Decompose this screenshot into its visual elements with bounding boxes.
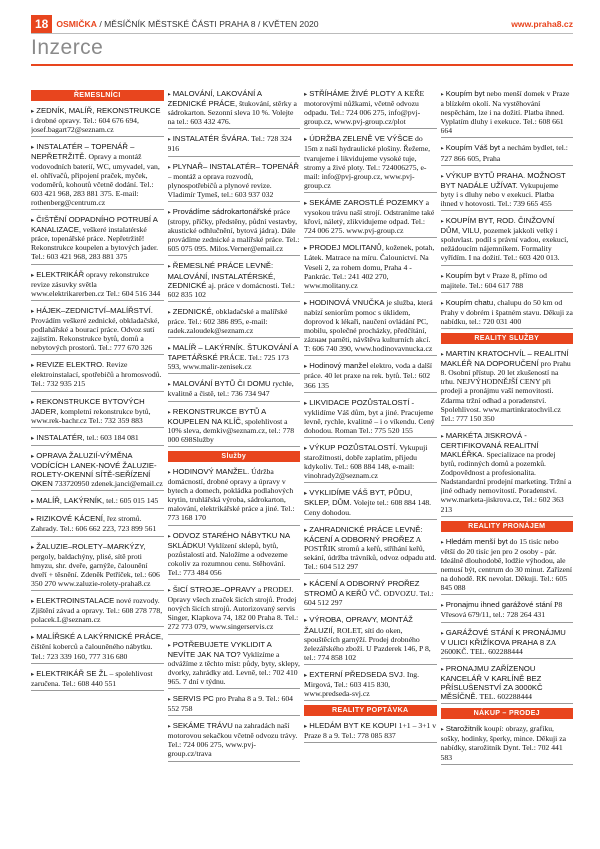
bullet-arrow-icon: ▸ (440, 432, 444, 440)
bullet-arrow-icon: ▸ (304, 445, 308, 452)
ad-body: Provádím veškeré zednické, obkladačské, podlahářské a bourací práce. Odvoz sutí zajistím. Rekonstrukce bytů, domů a nebytových prostorů. Tel.: 777 670 326 (31, 315, 160, 353)
ad-heading: Hledám menší byt (445, 536, 508, 546)
bullet-arrow-icon: ▸ (31, 543, 35, 551)
bullet-arrow-icon: ▸ (304, 399, 308, 407)
ad-body: spolehlivost a 10% sleva, demkiv@seznam.cz, tel.: 778 000 698Služby (167, 416, 295, 444)
ad-heading: ODVOZ STARÉHO NÁBYTKU NA SKLÁDKU! (167, 530, 290, 550)
bullet-arrow-icon: ▸ (167, 263, 171, 271)
bullet-arrow-icon: ▸ (31, 398, 35, 406)
classified-ad (31, 631, 164, 663)
ad-heading: MALÍŘ, LAKÝRNÍK, (36, 496, 105, 506)
bullet-arrow-icon: ▸ (167, 345, 171, 353)
ad-heading: ZEDNICKÉ, (172, 306, 214, 316)
classified-ad (168, 342, 301, 374)
bullet-arrow-icon: ▸ (304, 363, 308, 371)
ad-body: Vyklízíme a odvážíme z těchto míst: půdy, byty, sklepy, dvorky, zahrádky atd. Levně, tel.: 702 410 965. 7 dní v týdnu. (167, 649, 300, 686)
bullet-arrow-icon: ▸ (167, 587, 171, 595)
bullet-arrow-icon: ▸ (167, 723, 171, 731)
bullet-arrow-icon: ▸ (31, 271, 35, 279)
title-divider (31, 64, 573, 66)
classified-ad (304, 614, 437, 664)
ad-heading: Provádíme sádrokartonářské (172, 206, 272, 216)
section-header: REALITY PRONÁJEM (441, 521, 574, 532)
classified-ad (31, 668, 164, 691)
bullet-arrow-icon: ▸ (440, 726, 444, 734)
ad-body: koupí: obrazy, grafiku, sošky, hodinky, šperky, mince. Děkuji za nabídky, starožitník Dynt. Tel.: 702 441 583 (440, 724, 567, 762)
ad-heading: MARKÉTA JISKROVÁ - CERTIFIKOVANÁ REALITNÍ MAKLÉŘKA. (440, 430, 539, 459)
bullet-arrow-icon: ▸ (167, 641, 171, 649)
bullet-arrow-icon: ▸ (167, 532, 171, 540)
classified-ad (168, 406, 301, 447)
classified-ad (31, 595, 164, 627)
classified-ad (168, 693, 301, 716)
classified-ad (304, 197, 437, 238)
classified-ad (304, 397, 437, 438)
ad-column-3 (304, 88, 437, 840)
bullet-arrow-icon: ▸ (304, 490, 308, 498)
classified-ad (168, 306, 301, 338)
website-link[interactable]: www.praha8.cz (511, 19, 573, 29)
classified-ad (168, 206, 301, 256)
ad-body: řez stromů. Zahrady. Tel.: 606 662 223, 723 899 561 (31, 514, 157, 534)
ad-body: VČ. ODVOZU. Tel.: 604 512 297 (304, 589, 434, 608)
ad-body: a nechám bydlet, tel.: 727 866 605, Praha (440, 143, 568, 163)
ad-heading: Koupím Váš byt (445, 143, 501, 153)
ad-body: elektro, voda a další práce. 40 let praxe na rek. bytů. Tel.: 602 366 135 (304, 361, 433, 390)
bullet-arrow-icon: ▸ (167, 136, 171, 144)
ad-heading: ÚDRŽBA ZELENĚ VE VÝŠCE (309, 134, 414, 144)
ad-heading: POTŘEBUJETE VYKLIDIT A NEVÍTE JAK NA TO? (167, 639, 272, 659)
ad-column-2 (168, 88, 301, 840)
bullet-arrow-icon: ▸ (440, 602, 444, 610)
bullet-arrow-icon: ▸ (167, 163, 171, 171)
ad-body: PRÁCE. Tel.: 725 173 593, www.malir-zenisek.cz (167, 353, 289, 372)
bullet-arrow-icon: ▸ (167, 408, 171, 416)
bullet-arrow-icon: ▸ (31, 217, 35, 225)
classified-ad (441, 348, 574, 426)
ad-body: 1+1 – 3+1 v Praze 8 a 9. Tel.: 778 085 837 (304, 721, 437, 741)
ad-body: pro Praha 8 a 9. Tel.: 604 552 758 (167, 693, 294, 714)
ad-body: obkladačské a malířské práce. Tel.: 602 386 895, e-mail: radek.zaloudek@seznam.cz (167, 306, 288, 335)
ad-body: P8 Vřesová 679/11, tel.: 728 264 431 (440, 600, 563, 620)
issue-label: / MĚSÍČNÍK MĚSTSKÉ ČÁSTI PRAHA 8 / KVĚTEN 2020 (99, 19, 319, 29)
ad-body: čištění koberců a čalouněného nábytku. Tel.: 723 339 160, 777 316 680 (31, 642, 153, 661)
bullet-arrow-icon: ▸ (31, 144, 35, 152)
classified-ad (441, 270, 574, 293)
ad-heading: Pronajmu ihned garážové stání (445, 600, 553, 610)
ad-heading: INSTALATÉR – TOPENÁŘ – NEPŘETRŽITĚ. (31, 142, 135, 162)
ad-heading: VÝROBA, OPRAVY, MONTÁŽ ŽALUZIÍ, (304, 615, 413, 635)
ad-heading: Hodinový manžel (309, 361, 369, 371)
bullet-arrow-icon: ▸ (440, 272, 444, 280)
ad-body: Specializace na prodej bytů, rodinných domů a pozemků. Zodpovědnost a profesionalita. Nadstandardní prodejní marketing. Tržní a jiné odhady nemovitostí. Poradenství. www.marketa-jiskrova.cz, Tel.: 602 363 213 (440, 450, 572, 514)
classified-ad (31, 495, 164, 509)
bullet-arrow-icon: ▸ (304, 671, 308, 679)
bullet-arrow-icon: ▸ (304, 581, 308, 589)
ad-body: kompletní rekonstrukce bytů, www.rek-bachr.cz Tel.: 732 359 883 (31, 406, 151, 425)
ad-heading: KOUPÍM BYT, ROD. ČINŽOVNÍ DŮM, VILU, (440, 216, 555, 236)
ad-body: pro Prahu 8. Osobní přístup. 20 let zkušeností na trhu. NEJVÝHODNĚJŠÍ CENY při prodeji a pronájmu vaší nemovitosti. Zdarma tržní odhad a poradenství. Spolehlivost. www.martinkratochvil.cz Tel.: 777 150 350 (440, 359, 571, 423)
ad-heading: SEKÁME TRÁVU (172, 721, 233, 731)
bullet-arrow-icon: ▸ (304, 136, 308, 144)
ad-heading: SERVIS PC (172, 693, 214, 703)
ad-body: štukování, stěrky a sádrokarton. Sezonní sleva 10 %. Volejte na tel.: 603 432 476. (167, 99, 297, 127)
ad-body: tel.: 605 015 145 (104, 496, 159, 506)
ad-heading: ZEDNÍK, MALÍŘ, REKONSTRUKCE (36, 106, 161, 116)
ad-heading: Koupím chatu, (445, 297, 496, 307)
classified-ad (304, 242, 437, 292)
ad-body: je služba, která nabízí seniorům pomoc s úklidem, doprovod k lékaři, naučení ovládání PC, mobilu, společné procházky, předčítání, zázнам paměti, návštěva kulturních akcí. T: 606 740 390, www.hodinovavnucka.cz (304, 297, 433, 354)
classified-ad (441, 430, 574, 517)
classified-ad (304, 524, 437, 574)
classified-ad (441, 627, 574, 659)
ad-body: i drobné opravy. Tel.: 604 676 694, josef.bagart72@seznam.cz (31, 116, 139, 135)
bullet-arrow-icon: ▸ (31, 670, 35, 678)
page-title: Inzerce (31, 36, 104, 59)
classified-ad (168, 133, 301, 156)
classified-ad (304, 487, 437, 519)
page-number: 18 (31, 15, 52, 33)
classified-ad (441, 663, 574, 704)
classified-ad (304, 669, 437, 701)
ad-body: ZA 2600KČ. TEL. 602288444 (440, 637, 556, 656)
ads-columns (31, 88, 573, 840)
classified-ad (31, 396, 164, 428)
classified-ad (304, 442, 437, 483)
classified-ad (168, 584, 301, 634)
ad-body: nové rozvody. Zjištění závad a opravy. Tel.: 608 278 778, polacek.L@seznam.cz (31, 596, 163, 625)
classified-ad (31, 141, 164, 210)
bullet-arrow-icon: ▸ (304, 299, 308, 307)
ad-body: Opravy a montáž vodovodních baterií, WC, umyvadel, van, el. ohřívačů, připojení praček, myček, vodoměrů, kohoutů včetně dodání. Tel.: 603 421 968, 283 881 375. E-mail: rothenberg@centrum.cz (31, 152, 160, 207)
classified-ad (31, 214, 164, 264)
bullet-arrow-icon: ▸ (440, 629, 444, 637)
ad-body: – montáž a oprava rozvodů, plynospotřebičů a plynové revize. Vladimír Tymeš, tel.: 603 937 032 (167, 171, 274, 199)
classified-ad (168, 88, 301, 129)
classified-ad (304, 297, 437, 357)
bullet-arrow-icon: ▸ (31, 516, 35, 524)
classified-ad (31, 359, 164, 391)
ad-heading: KÁCENÍ A ODBORNÝ PROŘEZ STROMŮ A KEŘŮ (304, 579, 420, 599)
bullet-arrow-icon: ▸ (167, 91, 171, 98)
ad-heading: EXTERNÍ PŘEDSEDA SVJ. (309, 669, 405, 679)
classified-ad (304, 88, 437, 129)
bullet-arrow-icon: ▸ (304, 723, 308, 731)
ad-heading: ELEKTRIKÁŘ SE ŽL (36, 668, 108, 678)
ad-heading: MALOVÁNÍ BYTŮ ČI DOMU (172, 379, 271, 389)
ad-heading: MALÍŘ – LAKÝRNÍK. ŠTUKOVÁNÍ A TAPETÁŘSKÉ (167, 343, 298, 363)
ad-heading: HLEDÁM BYT KE KOUPI (309, 721, 397, 731)
ad-heading: ČIŠTĚNÍ ODPADNÍHO POTRUBÍ A KANALIZACE, (31, 215, 158, 235)
ad-body: v Praze 8, přímo od majitele. Tel.: 604 617 788 (440, 270, 547, 290)
ad-heading: HODINOVÁ VNUČKA (309, 297, 385, 307)
classified-ad (168, 639, 301, 689)
bullet-arrow-icon: ▸ (440, 218, 444, 226)
classified-ad (31, 513, 164, 536)
ad-body: nebo menší domek v Praze a blízkém okolí. Na vystěhování nespěchám, lze i na dožití. Platba ihned. Vyplatím dluhy i exekuce. Tel.: 608 661 664 (440, 89, 570, 136)
ad-body: - vyklidíme Váš dům, byt a jiné. Pracujeme levně, rychle, kvalitně – i o víkendu. Cený dohodou. Roman Tel.: 775 520 155 (304, 397, 435, 435)
ad-body: veškeré instalatérské práce, topenářské práce. Nepřetržitě! Rekonstrukce koupelen a bytových jader. Tel.: 603 421 968, 283 881 375 (31, 225, 159, 262)
ad-body: A KEŘE motorovými nůžkami, včetně odvozu odpadu. Tel.: 724 006 275, info@pvj-group.cz, www.pvj-group.cz/plot (304, 89, 425, 127)
ad-heading: ZAHRADNICKÉ PRÁCE LEVNĚ: KÁCENÍ A ODBORNÝ PROŘEZ (304, 524, 423, 544)
bullet-arrow-icon: ▸ (304, 199, 308, 207)
ad-body: TEL. 602288444 (477, 692, 532, 702)
masthead (31, 15, 573, 34)
ad-heading: REKONSTRUKCE BYTOVÝCH JADER, (31, 396, 145, 416)
bullet-arrow-icon: ▸ (31, 598, 35, 606)
ad-heading: OPRAVA ŽALUZIÍ-VÝMĚNA VODÍCÍCH LANEK-NOVÉ ŽALUZIE-ROLETY-OKENNÍ SÍTĚ-SEŘÍZENÍ OKEN (31, 450, 157, 489)
ad-body: pozemek jakkoli velký i spoluvlast. podíl s právní vadou, exekucí, nežádoucím nájemníkem. Formality vyřídím. I na dožití. Tel.: 603 420 013. (440, 226, 569, 263)
classified-ad (31, 450, 164, 491)
classified-ad (168, 466, 301, 526)
classified-ad (441, 297, 574, 329)
section-header: ŘEMESLNÍCI (31, 90, 164, 101)
bullet-arrow-icon: ▸ (440, 172, 444, 180)
classified-ad (441, 599, 574, 622)
section-header: Služby (168, 451, 301, 462)
ad-body: aj. práce v domácnosti. Tel.: 602 835 102 (167, 280, 295, 299)
section-header: NÁKUP – PRODEJ (441, 708, 574, 719)
ad-heading: SEKÁME ZAROSTLÉ POZEMKY (309, 197, 424, 207)
ad-body: ROLET, sítí do oken, spouštěcích garnýží. Prodej drobného železářského zboží. U Pazderek 146, P 8, tel.: 774 858 102 (304, 625, 431, 662)
ad-body: pergoly, baldachýny, plisé, sítě proti hmyzu, shr. dveře, garnýže, čalounění dveří + těsnění. Zdeněk Petříček, tel.: 606 350 270 www.zaluzie-rolety-praha8.cz (31, 551, 160, 588)
classified-ad (31, 541, 164, 591)
ad-heading: LIKVIDACE POZŮSTALOSTÍ (309, 397, 410, 407)
ad-body: A POSTŘIK stromů a keřů, stříhání keřů, sekání, údržba trávníků, odvoz odpadu atd. Tel.: 604 512 297 (304, 534, 437, 572)
ad-heading: REKONSTRUKCE BYTŮ A KOUPELEN NA KLÍČ, (167, 406, 266, 426)
bullet-arrow-icon: ▸ (167, 695, 171, 703)
ad-body: chalupu do 50 km od Prahy v dobrém i špatném stavu. Děkuji za nabídku, tel.: 720 031 400 (440, 297, 573, 326)
ad-heading: Koupím byt (445, 89, 485, 98)
section-header: REALITY POPTÁVKA (304, 705, 437, 716)
classified-ad (441, 723, 574, 764)
classified-ad (31, 105, 164, 137)
ad-heading: RIZIKOVÉ KÁCENÍ, (36, 514, 106, 524)
ad-body: Vyklízení sklepů, bytů, pozůstalostí atd. Naložíme a odvezeme cokoliv za rozumnou cenu. Stěhování. Tel.: 773 484 056 (167, 540, 288, 577)
ad-body: Vykupujeme byty i s dluhy nebo v exekuci. Platba ihned v hotovosti. Tel.: 739 665 455 (440, 180, 559, 208)
ad-heading: HÁJEK–ZEDNICTVÍ–MALÍŘSTVÍ. (36, 305, 153, 315)
ad-heading: PLYNAŘ– INSTALATÉR– TOPENÁŘ (172, 161, 299, 171)
ad-heading: PRODEJ MOLITANŮ, (309, 243, 384, 253)
bullet-arrow-icon: ▸ (31, 434, 35, 442)
bullet-arrow-icon: ▸ (440, 351, 444, 359)
ad-body: Revize elektroinstalací, spotřebičů a hromosvodů. Tel.: 732 935 215 (31, 360, 162, 389)
bullet-arrow-icon: ▸ (167, 469, 171, 476)
ad-body: Ing. Mirgová, Tel.: 603 415 830, www.predseda-svj.cz (304, 669, 420, 699)
ad-body: Údržba domácností, drobné opravy a úpravy v bytech a domech, pokládka podlahových krytin, truhlářská výroba, sádrokarton, malování, elektrikářské práce a jiné. Tel.: 773 168 170 (167, 467, 295, 523)
classified-ad (31, 432, 164, 446)
ad-heading: ŽALUZIE–ROLETY–MARKÝZY, (36, 541, 146, 551)
ad-heading: PRONAJMU ZAŘÍZENOU KANCELÁŘ V KARLÍNĚ BEZ PŘÍSLUŠENSTVÍ ZA 3000KČ MĚSÍČNĚ. (440, 663, 543, 702)
classified-ad (168, 260, 301, 301)
ad-heading: GARÁŽOVÉ STÁNÍ K PRONÁJMU V ULICI KŘIŽÍKOVA PRAHA 8 (440, 627, 566, 647)
bullet-arrow-icon: ▸ (31, 307, 35, 315)
ad-body: koženek, potah, Látek. Matrace na míru. Čalounictví. Na Veseli 2, za rohem domu, Praha 4 - Pankrác. Tel.: 241 402 270, www.molitany.cz (304, 243, 435, 290)
ad-column-4 (441, 88, 574, 840)
classified-ad (441, 536, 574, 596)
ad-body: – spolehlivost zaručena. Tel.: 608 440 551 (31, 668, 153, 688)
ad-heading: MALOVÁNÍ, LAKOVÁNÍ A ZEDNICKÉ PRÁCE, (167, 89, 262, 109)
ad-heading: REVIZE ELEKTRO. (36, 360, 105, 370)
ad-heading: VYKLIDÍME VÁŠ BYT, PŮDU, SKLEP, DŮM. (304, 488, 413, 508)
ad-body: do 15 tisíc nebo větší do 20 tisíc jen pro 2 osoby - pár. Ideálně dlouhodobě, lodžie výhodou, ale nemusí být, centrum do 30 minut. Zařízení na dohodě. RK nevolat. Děkuji. Tel.: 605 845 088 (440, 536, 573, 593)
bullet-arrow-icon: ▸ (440, 299, 444, 307)
ad-body: a vysokou trávu naší strojí. Odstraníme také křoví, náletý, zlikvidujeme odpad. Tel.: 724 006 275. www.pvj-group.cz (304, 197, 435, 236)
bullet-arrow-icon: ▸ (304, 245, 308, 253)
ad-heading: Koupím byt (445, 270, 485, 280)
classified-ad (304, 578, 437, 610)
bullet-arrow-icon: ▸ (167, 381, 171, 389)
bullet-arrow-icon: ▸ (31, 108, 35, 116)
ad-column-1 (31, 88, 164, 840)
bullet-arrow-icon: ▸ (31, 362, 35, 370)
ad-heading: ELEKTROINSTALACE (36, 596, 115, 606)
bullet-arrow-icon: ▸ (440, 91, 444, 98)
classified-ad (168, 378, 301, 401)
classified-ad (441, 215, 574, 265)
bullet-arrow-icon: ▸ (167, 208, 171, 216)
ad-body: práce (stropy, příčky, předstěny, půdní vestavby, akustické odhlučnění, bytová jádra). Dále provádíme zednické a malířské práce. Tel.: 605 075 095. Milos.Verner@email.cz (167, 206, 300, 254)
magazine-name: OSMIČKA (56, 19, 97, 29)
ad-body: a PRODEJ. Opravy všech značek šicích strojů. Prodej nových šicích strojů. Autorizovaný servis Singer, Klapkova 74, 182 00 Praha 8. Tel.: 272 773 079, www.singerservis.cz (167, 585, 299, 632)
ad-heading: ŠICÍ STROJE–OPRAVY (172, 585, 256, 595)
classified-ad (304, 133, 437, 193)
classified-ad (168, 720, 301, 761)
classified-ad (441, 88, 574, 138)
classified-ad (168, 161, 301, 202)
section-header: REALITY SLUŽBY (441, 333, 574, 344)
ad-body: 733720950 zdenek.janci@email.cz (52, 479, 163, 489)
ad-heading: ŘEMESLNÉ PRÁCE LEVNĚ: MALOVÁNÍ, INSTALATÉRSKÉ, ZEDNICKÉ (167, 261, 276, 290)
ad-heading: STŘÍHÁME ŽIVÉ PLOTY (309, 89, 396, 98)
bullet-arrow-icon: ▸ (304, 91, 308, 98)
bullet-arrow-icon: ▸ (440, 145, 444, 153)
ad-heading: ELEKTRIKÁŘ (36, 269, 85, 279)
ad-heading: INSTALATÉR, (36, 432, 85, 442)
classified-ad (31, 269, 164, 301)
ad-heading: HODINOVÝ MANŽEL. (172, 467, 250, 476)
bullet-arrow-icon: ▸ (440, 665, 444, 673)
ad-heading: VÝKUP POZŮSTALOSTÍ. (309, 443, 398, 452)
ad-body: na zahradách naší motorovou sekačkou včetně odvozu trávy. Tel.: 724 006 275, www.pvj-group.cz/trava (167, 721, 298, 759)
classified-ad (441, 170, 574, 211)
ad-heading: MARTIN KRATOCHVÍL – REALITNÍ MAKLÉŘ NA DOPORUČENÍ (440, 349, 569, 369)
ad-body: Vykupuji starožitnosti, dobře zaplatím, přijedu kdykoliv. Tel.: 608 884 148, e-mail: vinohrady2@seznam.cz (304, 443, 428, 481)
bullet-arrow-icon: ▸ (304, 526, 308, 534)
bullet-arrow-icon: ▸ (440, 538, 444, 546)
bullet-arrow-icon: ▸ (31, 498, 35, 506)
classified-ad (304, 720, 437, 743)
ad-heading: MALÍŘSKÉ A LAKÝRNICKÉ PRÁCE, (36, 632, 164, 642)
ad-heading: Starožitník (445, 724, 483, 734)
classified-ad (168, 530, 301, 580)
classified-ad (304, 360, 437, 392)
bullet-arrow-icon: ▸ (31, 634, 35, 642)
ad-heading: INSTALATÉR ŠVÁRA. (172, 134, 250, 144)
ad-body: opravy rekonstrukce revize zásuvky světla www.elektrikarerben.cz Tel.: 604 516 344 (31, 269, 161, 298)
bullet-arrow-icon: ▸ (304, 617, 308, 625)
bullet-arrow-icon: ▸ (167, 308, 171, 316)
ad-body: do 15m z naší hydraulické plošiny. Řežeme, tvarujeme i likvidujeme vysoké tuje, stromy a živé ploty. Tel.: 724006275, e-mail: info@pvj-group.cz, www.pvj-group.cz (304, 134, 431, 190)
bullet-arrow-icon: ▸ (31, 452, 35, 460)
classified-ad (441, 142, 574, 165)
ad-body: Volejte tel.: 608 884 148. Ceny dohodou. (304, 498, 432, 517)
ad-body: rychle, kvalitně a čistě, tel.: 736 734 947 (167, 379, 294, 399)
ad-body: Tel.: 728 324 916 (167, 134, 292, 154)
ad-body: tel.: 603 184 081 (84, 432, 139, 442)
ad-heading: VÝKUP BYTŮ PRAHA. MOŽNOST BYT NADÁLE UŽÍVAT. (440, 170, 566, 190)
classified-ad (31, 305, 164, 355)
